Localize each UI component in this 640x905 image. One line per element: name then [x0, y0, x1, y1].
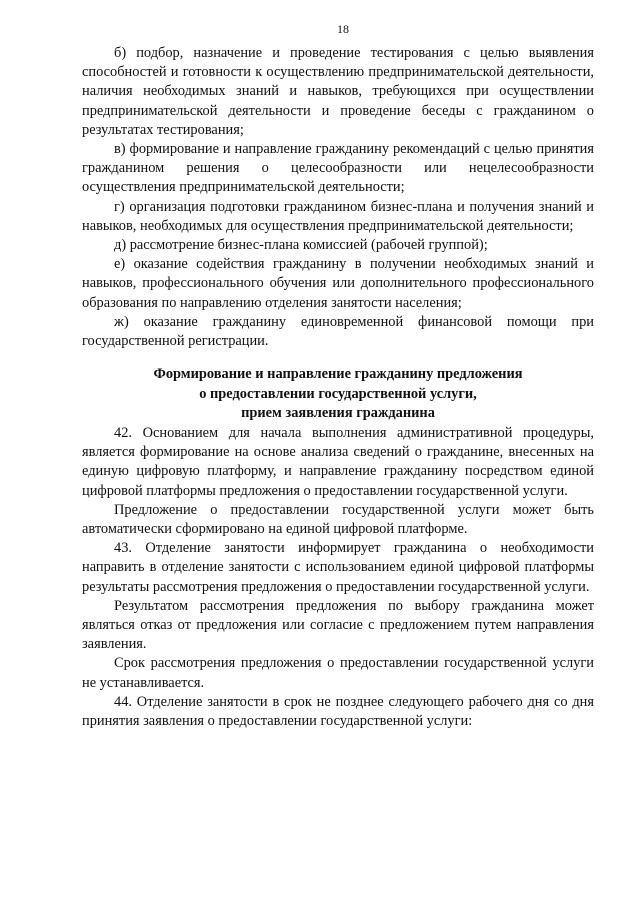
- list-item-v: в) формирование и направление гражданину рекомендаций с целью принятия гражданином решения о целесообразности или нецелесообразности осуществления предпринимательской деятельности;: [82, 141, 594, 196]
- list-item-zh: ж) оказание гражданину единовременной финансовой помощи при государственной регистрации.: [82, 313, 594, 350]
- paragraph-43-term: Срок рассмотрения предложения о предоставлении государственной услуги не устанавливается.: [82, 655, 594, 691]
- page-number: 18: [337, 22, 349, 36]
- section-heading: [82, 365, 594, 424]
- paragraph-43: 43. Отделение занятости информирует гражданина о необходимости направить в отделение занятости с использованием единой цифровой платформы результаты рассмотрения предложения о предоставлении государственной услуги.: [82, 540, 594, 595]
- document-page: [82, 22, 594, 731]
- section-body: [82, 424, 594, 731]
- list-item-e: е) оказание содействия гражданину в получении необходимых знаний и навыков, профессионального обучения или дополнительного профессионального образования по направлению отделения занятости населения;: [82, 256, 594, 311]
- paragraph-44: 44. Отделение занятости в срок не позднее следующего рабочего дня со дня принятия заявления о предоставлении государственной услуги:: [82, 693, 594, 730]
- section-heading-line-1: Формирование и направление гражданину предложения: [153, 366, 523, 383]
- paragraph-42: 42. Основанием для начала выполнения административной процедуры, является формирование на основе анализа сведений о гражданине, внесенных на единую цифровую платформу, и направление гражданину посредством единой цифровой платформы предложения о предоставлении государственной услуги.: [82, 425, 594, 499]
- list-items-before-heading: [82, 44, 594, 351]
- list-item-d: д) рассмотрение бизнес-плана комиссией (рабочей группой);: [114, 237, 488, 254]
- paragraph-42-note: Предложение о предоставлении государственной услуги может быть автоматически сформировано на единой цифровой платформе.: [82, 501, 594, 538]
- section-heading-line-3: прием заявления гражданина: [241, 405, 435, 422]
- list-item-b: б) подбор, назначение и проведение тестирования с целью выявления способностей и готовности к осуществлению предпринимательской деятельности, наличия необходимых знаний и навыков, требующихся при осуществлении предпринимательской деятельности и проведение беседы с гражданином о результатах тестирования;: [82, 45, 594, 138]
- paragraph-43-result: Результатом рассмотрения предложения по выбору гражданина может являться отказ от предложения или согласие с предложением путем направления заявления.: [82, 597, 594, 653]
- list-item-g: г) организация подготовки гражданином бизнес-плана и получения знаний и навыков, необходимых для осуществления предпринимательской деятельности;: [82, 198, 594, 234]
- section-heading-line-2: о предоставлении государственной услуги,: [199, 385, 477, 402]
